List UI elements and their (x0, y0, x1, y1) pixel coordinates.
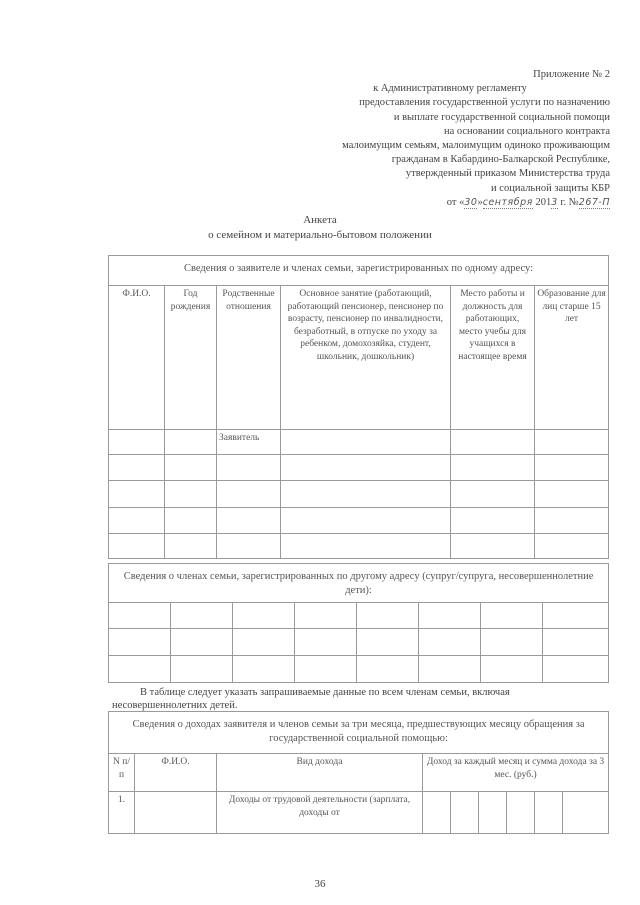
header-line: предоставления государственной услуги по назначению (359, 97, 610, 109)
order-mid: » (477, 196, 483, 208)
appendix-title: Приложение № 2 (533, 69, 610, 80)
table-cell (135, 792, 217, 834)
column-header-education: Образование для лиц старше 15 лет (535, 286, 609, 430)
table-row (109, 792, 609, 834)
header-line: малоимущим семьям, малоимущим одиноко проживающим (342, 140, 610, 152)
row-number: 1. (109, 792, 135, 834)
note-line: несовершеннолетних детей. (112, 700, 238, 711)
table-row (109, 603, 609, 629)
table1-caption: Сведения о заявителе и членах семьи, зарегистрированных по одному адресу: (109, 256, 609, 286)
column-header-income-type: Вид дохода (217, 754, 423, 792)
form-subtitle: о семейном и материально-бытовом положении (208, 229, 432, 241)
appendix-header (250, 68, 610, 210)
income-table (108, 711, 609, 834)
table-row (109, 455, 609, 481)
table-cell (451, 430, 535, 455)
form-title: Анкета (303, 214, 337, 226)
order-year-suffix: г. № (557, 196, 579, 208)
order-number: 267-П (578, 196, 610, 208)
other-address-table (108, 563, 609, 683)
table3-caption: Сведения о доходах заявителя и членов семьи за три месяца, предшествующих месяцу обращения за государственной социальной помощью: (109, 712, 609, 754)
header-line: на основании социального контракта (443, 125, 610, 137)
table-cell (281, 430, 451, 455)
table-cell (109, 430, 165, 455)
table-row (109, 508, 609, 534)
column-header-name: Ф.И.О. (109, 286, 165, 430)
order-day: 30 (464, 196, 478, 208)
order-year-prefix: 201 (532, 196, 552, 208)
column-header-name: Ф.И.О. (135, 754, 217, 792)
note-line: В таблице следует указать запрашиваемые данные по всем членам семьи, включая (140, 687, 510, 698)
header-line: и выплате государственной социальной помощи (393, 111, 610, 123)
table-row (109, 629, 609, 656)
order-date-line (250, 196, 610, 210)
column-header-monthly-income: Доход за каждый месяц и сумма дохода за 3 мес. (руб.) (423, 754, 609, 792)
header-line: утвержденный приказом Министерства труда (405, 168, 610, 180)
family-table (108, 255, 609, 559)
applicant-label: Заявитель (217, 430, 281, 455)
income-type: Доходы от трудовой деятельности (зарплата, доходы от (217, 792, 423, 834)
table-row (109, 430, 609, 455)
instruction-note (112, 686, 612, 712)
column-header-workplace: Место работы и должность для работающих, место учебы для учащихся в настоящее время (451, 286, 535, 430)
page-number: 36 (314, 878, 326, 890)
table-cell (535, 430, 609, 455)
table-row (109, 534, 609, 559)
table-cell (165, 430, 217, 455)
order-month: сентября (482, 196, 533, 208)
header-line: гражданам в Кабардино-Балкарской Республике, (391, 154, 610, 166)
column-header-number: N п/п (109, 754, 135, 792)
header-line: и социальной защиты КБР (491, 182, 610, 194)
table-row (109, 656, 609, 683)
header-line: к Административному регламенту (373, 83, 527, 95)
order-prefix: от « (446, 196, 465, 208)
column-header-relation: Родственные отношения (217, 286, 281, 430)
table2-caption: Сведения о членах семьи, зарегистрированных по другому адресу (супруг/супруга, несовершеннолетние дети): (109, 564, 609, 603)
column-header-occupation: Основное занятие (работающий, работающий пенсионер, пенсионер по возрасту, пенсионер по инвалидности, безработный, в отпуске по уходу за ребенком, домохозяйка, студент, школьник, дошкольник) (281, 286, 451, 430)
order-year: 3 (551, 196, 558, 208)
column-header-birth-year: Год рождения (165, 286, 217, 430)
table-row (109, 481, 609, 508)
